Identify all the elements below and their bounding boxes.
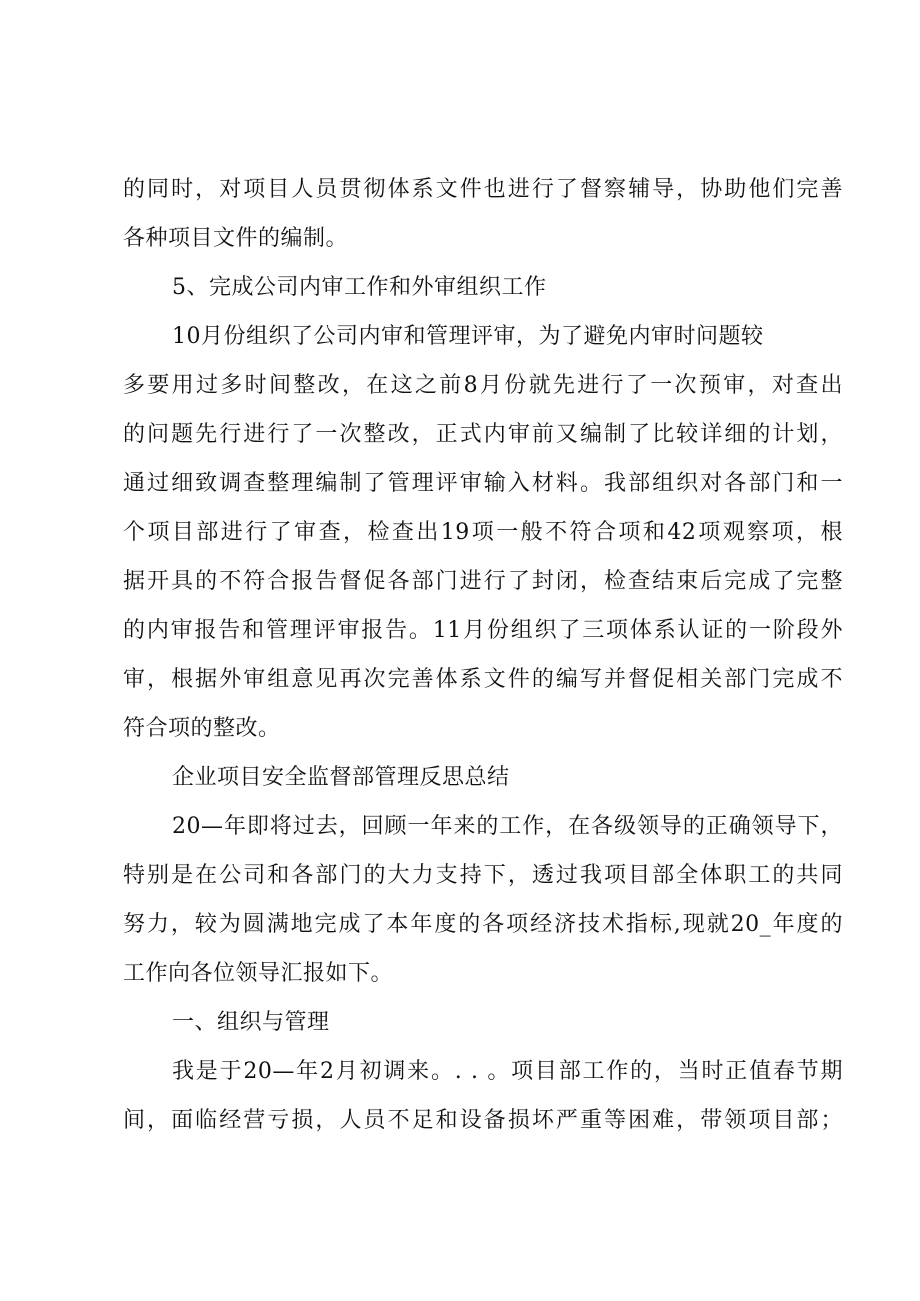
text-line: 个项目部进行了审查，检查出19项一般不符合项和42项观察项，根: [123, 520, 843, 545]
text-line: 多要用过多时间整改，在这之前8月份就先进行了一次预审，对查出: [123, 373, 843, 398]
text-line: 间，面临经营亏损，人员不足和设备损坏严重等困难，带领项目部；: [123, 1108, 843, 1133]
paragraph-first-line: 我是于20—年2月初调来。. . 。项目部工作的，当时正值春节期: [172, 1059, 843, 1084]
text-line: 工作向各位领导汇报如下。: [123, 961, 394, 986]
text-line: 努力，较为圆满地完成了本年度的各项经济技术指标,现就20_年度的: [123, 912, 843, 937]
text-line: 审，根据外审组意见再次完善体系文件的编写并督促相关部门完成不: [123, 667, 843, 692]
text-line: 通过细致调查整理编制了管理评审输入材料。我部组织对各部门和一: [123, 471, 843, 496]
paragraph-first-line: 10月份组织了公司内审和管理评审，为了避免内审时问题较: [172, 324, 764, 349]
section-title: 企业项目安全监督部管理反思总结: [172, 765, 510, 790]
text-line: 符合项的整改。: [123, 716, 281, 741]
section-heading: 5、完成公司内审工作和外审组织工作: [172, 275, 547, 300]
text-line: 据开具的不符合报告督促各部门进行了封闭，检查结束后完成了完整: [123, 569, 843, 594]
text-line: 特别是在公司和各部门的大力支持下，透过我项目部全体职工的共同: [123, 863, 843, 888]
section-heading: 一、组织与管理: [172, 1010, 330, 1035]
paragraph-first-line: 20—年即将过去，回顾一年来的工作，在各级领导的正确领导下，: [172, 814, 843, 839]
text-line: 的同时，对项目人员贯彻体系文件也进行了督察辅导，协助他们完善: [123, 177, 843, 202]
text-line: 各种项目文件的编制。: [123, 226, 349, 251]
text-line: 的内审报告和管理评审报告。11月份组织了三项体系认证的一阶段外: [123, 618, 843, 643]
text-line: 的问题先行进行了一次整改，正式内审前又编制了比较详细的计划，: [123, 422, 843, 447]
